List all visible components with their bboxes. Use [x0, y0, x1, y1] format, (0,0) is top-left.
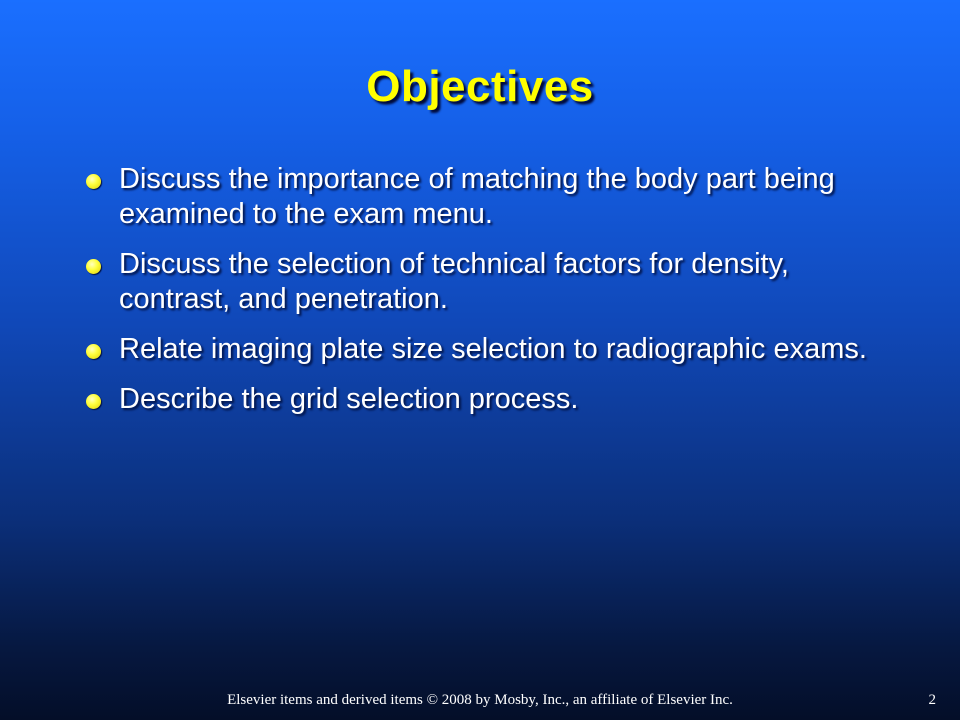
- bullet-text: Relate imaging plate size selection to radiographic exams.: [119, 333, 867, 365]
- bullet-text: Discuss the selection of technical factors for density, contrast, and penetration.: [119, 248, 789, 315]
- bullet-dot-icon: [86, 259, 101, 274]
- list-item: [84, 162, 904, 232]
- bullet-dot-icon: [86, 394, 101, 409]
- list-item: [84, 247, 904, 317]
- bullet-text: Describe the grid selection process.: [119, 383, 579, 415]
- copyright-footer: Elsevier items and derived items © 2008 by Mosby, Inc., an affiliate of Elsevier Inc.: [227, 692, 733, 708]
- bullet-dot-icon: [86, 344, 101, 359]
- list-item: [84, 382, 904, 417]
- bullet-dot-icon: [86, 174, 101, 189]
- page-number: 2: [928, 692, 936, 708]
- objectives-list: [84, 162, 904, 432]
- list-item: [84, 332, 904, 367]
- bullet-text: Discuss the importance of matching the body part being examined to the exam menu.: [119, 163, 835, 230]
- slide-title: Objectives: [366, 62, 594, 111]
